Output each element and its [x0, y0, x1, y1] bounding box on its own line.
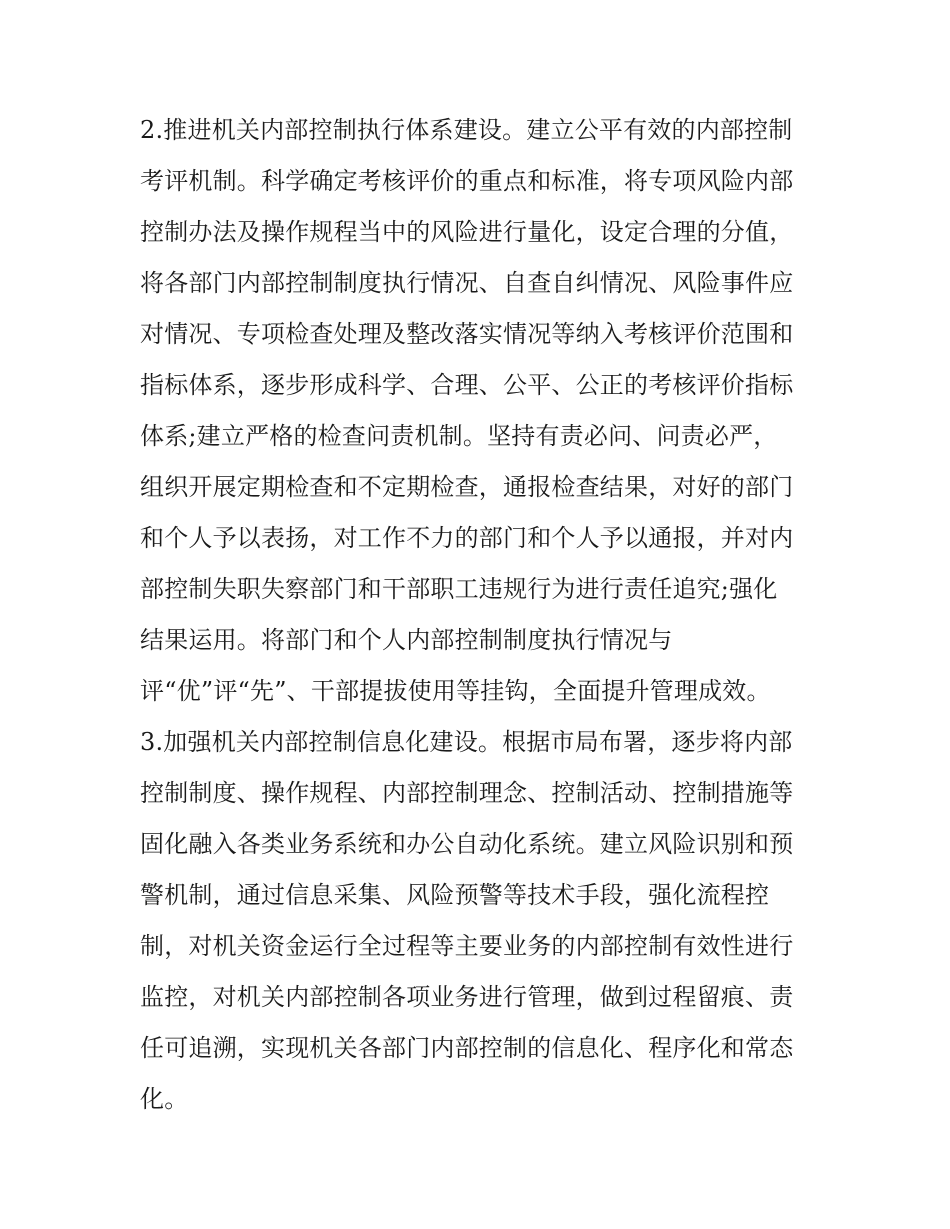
- paragraph-line: 化。: [140, 1085, 189, 1113]
- paragraph-line: 监控，对机关内部控制各项业务进行管理，做到过程留痕、责: [140, 983, 794, 1011]
- paragraph-line: 和个人予以表扬，对工作不力的部门和个人予以通报，并对内: [140, 524, 794, 552]
- paragraph-line: 结果运用。将部门和个人内部控制制度执行情况与: [140, 626, 673, 654]
- paragraph-line: 警机制，通过信息采集、风险预警等技术手段，强化流程控: [140, 881, 770, 909]
- paragraph-line: 组织开展定期检查和不定期检查，通报检查结果，对好的部门: [140, 473, 794, 501]
- paragraph-line: 2.推进机关内部控制执行体系建设。建立公平有效的内部控制: [140, 116, 793, 144]
- paragraph-line: 将各部门内部控制制度执行情况、自查自纠情况、风险事件应: [140, 269, 794, 297]
- paragraph-line: 部控制失职失察部门和干部职工违规行为进行责任追究;强化: [140, 575, 778, 603]
- paragraph-line: 控制办法及操作规程当中的风险进行量化，设定合理的分值，: [140, 218, 794, 246]
- paragraph-line: 指标体系，逐步形成科学、合理、公平、公正的考核评价指标: [140, 371, 794, 399]
- paragraph-line: 固化融入各类业务系统和办公自动化系统。建立风险识别和预: [140, 830, 794, 858]
- paragraph-line: 控制制度、操作规程、内部控制理念、控制活动、控制措施等: [140, 779, 794, 807]
- paragraph-line: 考评机制。科学确定考核评价的重点和标准，将专项风险内部: [140, 167, 794, 195]
- paragraph-line: 3.加强机关内部控制信息化建设。根据市局布署，逐步将内部: [140, 728, 793, 756]
- paragraph-line: 制，对机关资金运行全过程等主要业务的内部控制有效性进行: [140, 932, 794, 960]
- paragraph-line: 评“优”评“先”、干部提拔使用等挂钩，全面提升管理成效。: [140, 677, 771, 705]
- paragraph-line: 任可追溯，实现机关各部门内部控制的信息化、程序化和常态: [140, 1034, 794, 1062]
- paragraph-line: 体系;建立严格的检查问责机制。坚持有责必问、问责必严，: [140, 422, 778, 450]
- paragraph-line: 对情况、专项检查处理及整改落实情况等纳入考核评价范围和: [140, 320, 794, 348]
